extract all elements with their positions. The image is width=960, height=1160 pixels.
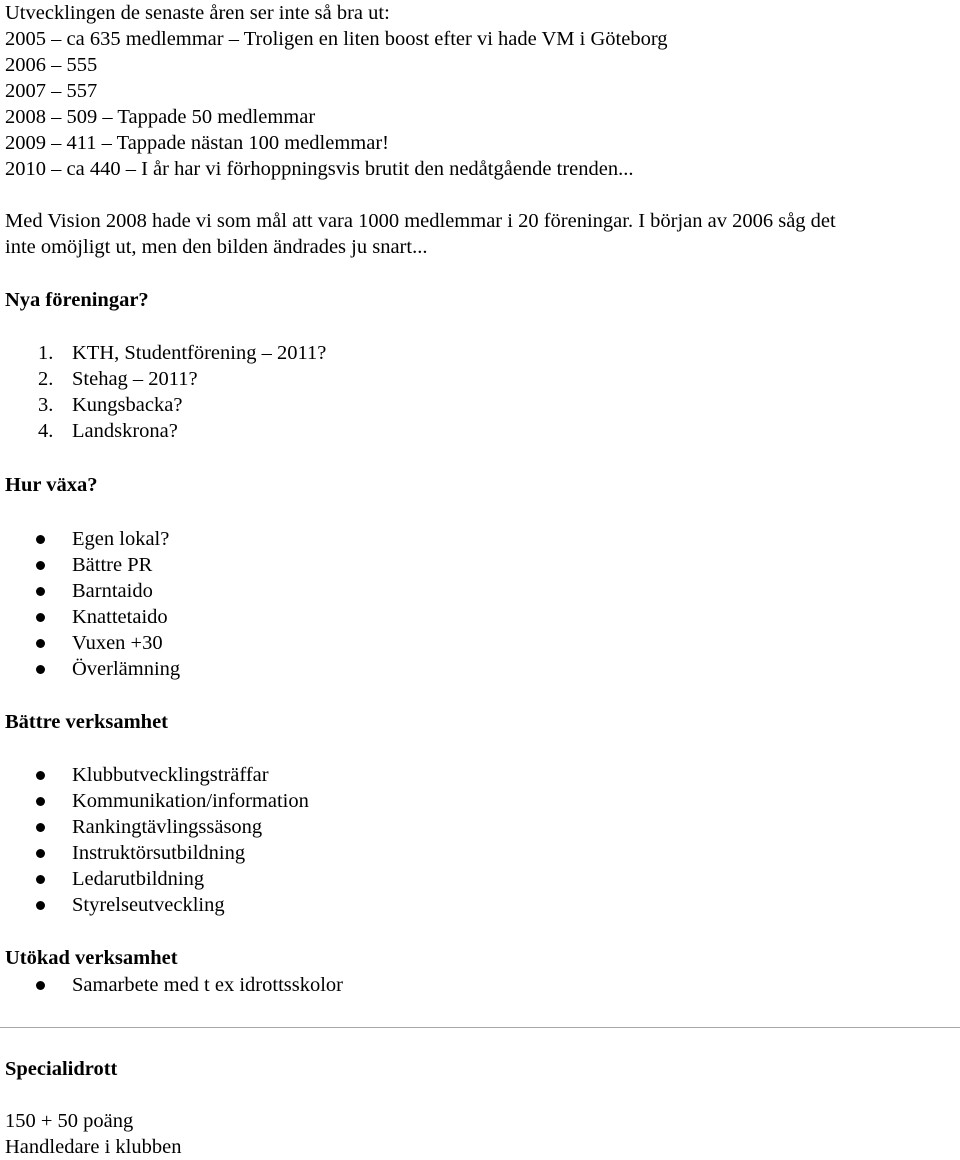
bullet-icon <box>36 981 45 990</box>
list-number: 2. <box>38 368 54 390</box>
list-item: Knattetaido <box>72 606 168 628</box>
list-item: Samarbete med t ex idrottsskolor <box>72 974 343 996</box>
vision-paragraph-line: Med Vision 2008 hade vi som mål att vara 1000 medlemmar i 20 föreningar. I början av 2006 såg det <box>5 210 836 232</box>
list-item: Vuxen +30 <box>72 632 163 654</box>
special-line: Handledare i klubben <box>5 1136 182 1158</box>
bullet-icon <box>36 823 45 832</box>
list-item: Kommunikation/information <box>72 790 309 812</box>
bullet-icon <box>36 535 45 544</box>
list-item: Stehag – 2011? <box>72 368 198 390</box>
bullet-icon <box>36 875 45 884</box>
bullet-icon <box>36 639 45 648</box>
list-item: Instruktörsutbildning <box>72 842 246 864</box>
bullet-icon <box>36 613 45 622</box>
bullet-icon <box>36 665 45 674</box>
list-number: 3. <box>38 394 54 416</box>
bullet-icon <box>36 797 45 806</box>
better-heading: Bättre verksamhet <box>5 711 169 733</box>
special-line: 150 + 50 poäng <box>5 1110 134 1132</box>
intro-line: 2009 – 411 – Tappade nästan 100 medlemmar! <box>5 132 389 154</box>
intro-line: 2006 – 555 <box>5 54 98 76</box>
list-number: 1. <box>38 342 54 364</box>
list-item: Kungsbacka? <box>72 394 183 416</box>
bullet-icon <box>36 587 45 596</box>
list-item: Styrelseutveckling <box>72 894 225 916</box>
intro-line: 2005 – ca 635 medlemmar – Troligen en liten boost efter vi hade VM i Göteborg <box>5 28 668 50</box>
bullet-icon <box>36 771 45 780</box>
vision-paragraph-line: inte omöjligt ut, men den bilden ändrades ju snart... <box>5 236 428 258</box>
special-heading: Specialidrott <box>5 1058 118 1080</box>
grow-heading: Hur växa? <box>5 474 98 496</box>
list-item: Ledarutbildning <box>72 868 205 890</box>
list-item: Överlämning <box>72 658 181 680</box>
new-clubs-heading: Nya föreningar? <box>5 289 149 311</box>
list-item: Landskrona? <box>72 420 178 442</box>
bullet-icon <box>36 561 45 570</box>
list-item: Barntaido <box>72 580 153 602</box>
intro-line: 2008 – 509 – Tappade 50 medlemmar <box>5 106 316 128</box>
intro-line: Utvecklingen de senaste åren ser inte så bra ut: <box>5 2 390 24</box>
bullet-icon <box>36 901 45 910</box>
intro-line: 2010 – ca 440 – I år har vi förhoppningsvis brutit den nedåtgående trenden... <box>5 158 634 180</box>
list-item: Egen lokal? <box>72 528 170 550</box>
bullet-icon <box>36 849 45 858</box>
list-item: Bättre PR <box>72 554 153 576</box>
list-item: Klubbutvecklingsträffar <box>72 764 269 786</box>
list-number: 4. <box>38 420 54 442</box>
extended-heading: Utökad verksamhet <box>5 947 178 969</box>
list-item: KTH, Studentförening – 2011? <box>72 342 327 364</box>
list-item: Rankingtävlingssäsong <box>72 816 263 838</box>
intro-line: 2007 – 557 <box>5 80 98 102</box>
page-divider <box>0 1027 960 1028</box>
